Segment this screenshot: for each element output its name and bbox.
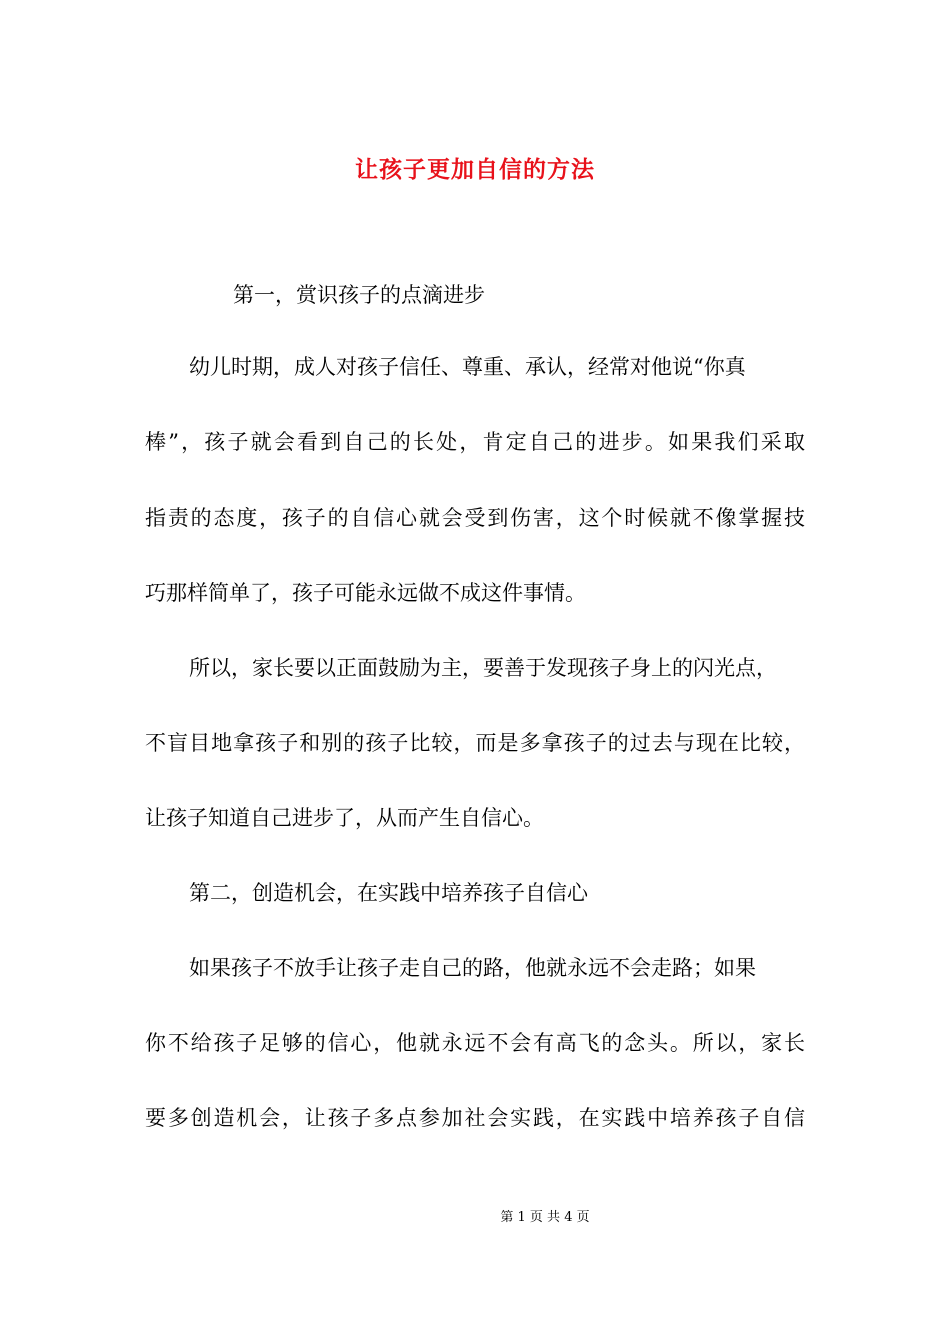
page-number-footer: 第 1 页 共 4 页 xyxy=(500,1210,590,1225)
section-heading-2: 第二，创造机会，在实践中培养孩子自信心 xyxy=(189,881,588,905)
paragraph-line: 你不给孩子足够的信心，他就永远不会有高飞的念头。所以，家长 xyxy=(145,1031,805,1055)
paragraph-line: 棒”，孩子就会看到自己的长处，肯定自己的进步。如果我们采取 xyxy=(145,430,805,454)
paragraph-line: 指责的态度，孩子的自信心就会受到伤害，这个时候就不像掌握技 xyxy=(145,506,805,530)
paragraph-line: 巧那样简单了，孩子可能永远做不成这件事情。 xyxy=(145,581,586,605)
paragraph-line: 幼儿时期，成人对孩子信任、尊重、承认，经常对他说“你真 xyxy=(189,355,746,379)
paragraph-line: 要多创造机会，让孩子多点参加社会实践，在实践中培养孩子自信 xyxy=(145,1106,805,1130)
section-heading-1: 第一，赏识孩子的点滴进步 xyxy=(233,283,485,307)
paragraph-line: 所以，家长要以正面鼓励为主，要善于发现孩子身上的闪光点， xyxy=(189,656,777,680)
paragraph-line: 让孩子知道自己进步了，从而产生自信心。 xyxy=(145,806,544,830)
document-title: 让孩子更加自信的方法 xyxy=(355,156,595,184)
paragraph-line: 不盲目地拿孩子和别的孩子比较，而是多拿孩子的过去与现在比较， xyxy=(145,731,805,755)
paragraph-line: 如果孩子不放手让孩子走自己的路，他就永远不会走路；如果 xyxy=(189,956,756,980)
